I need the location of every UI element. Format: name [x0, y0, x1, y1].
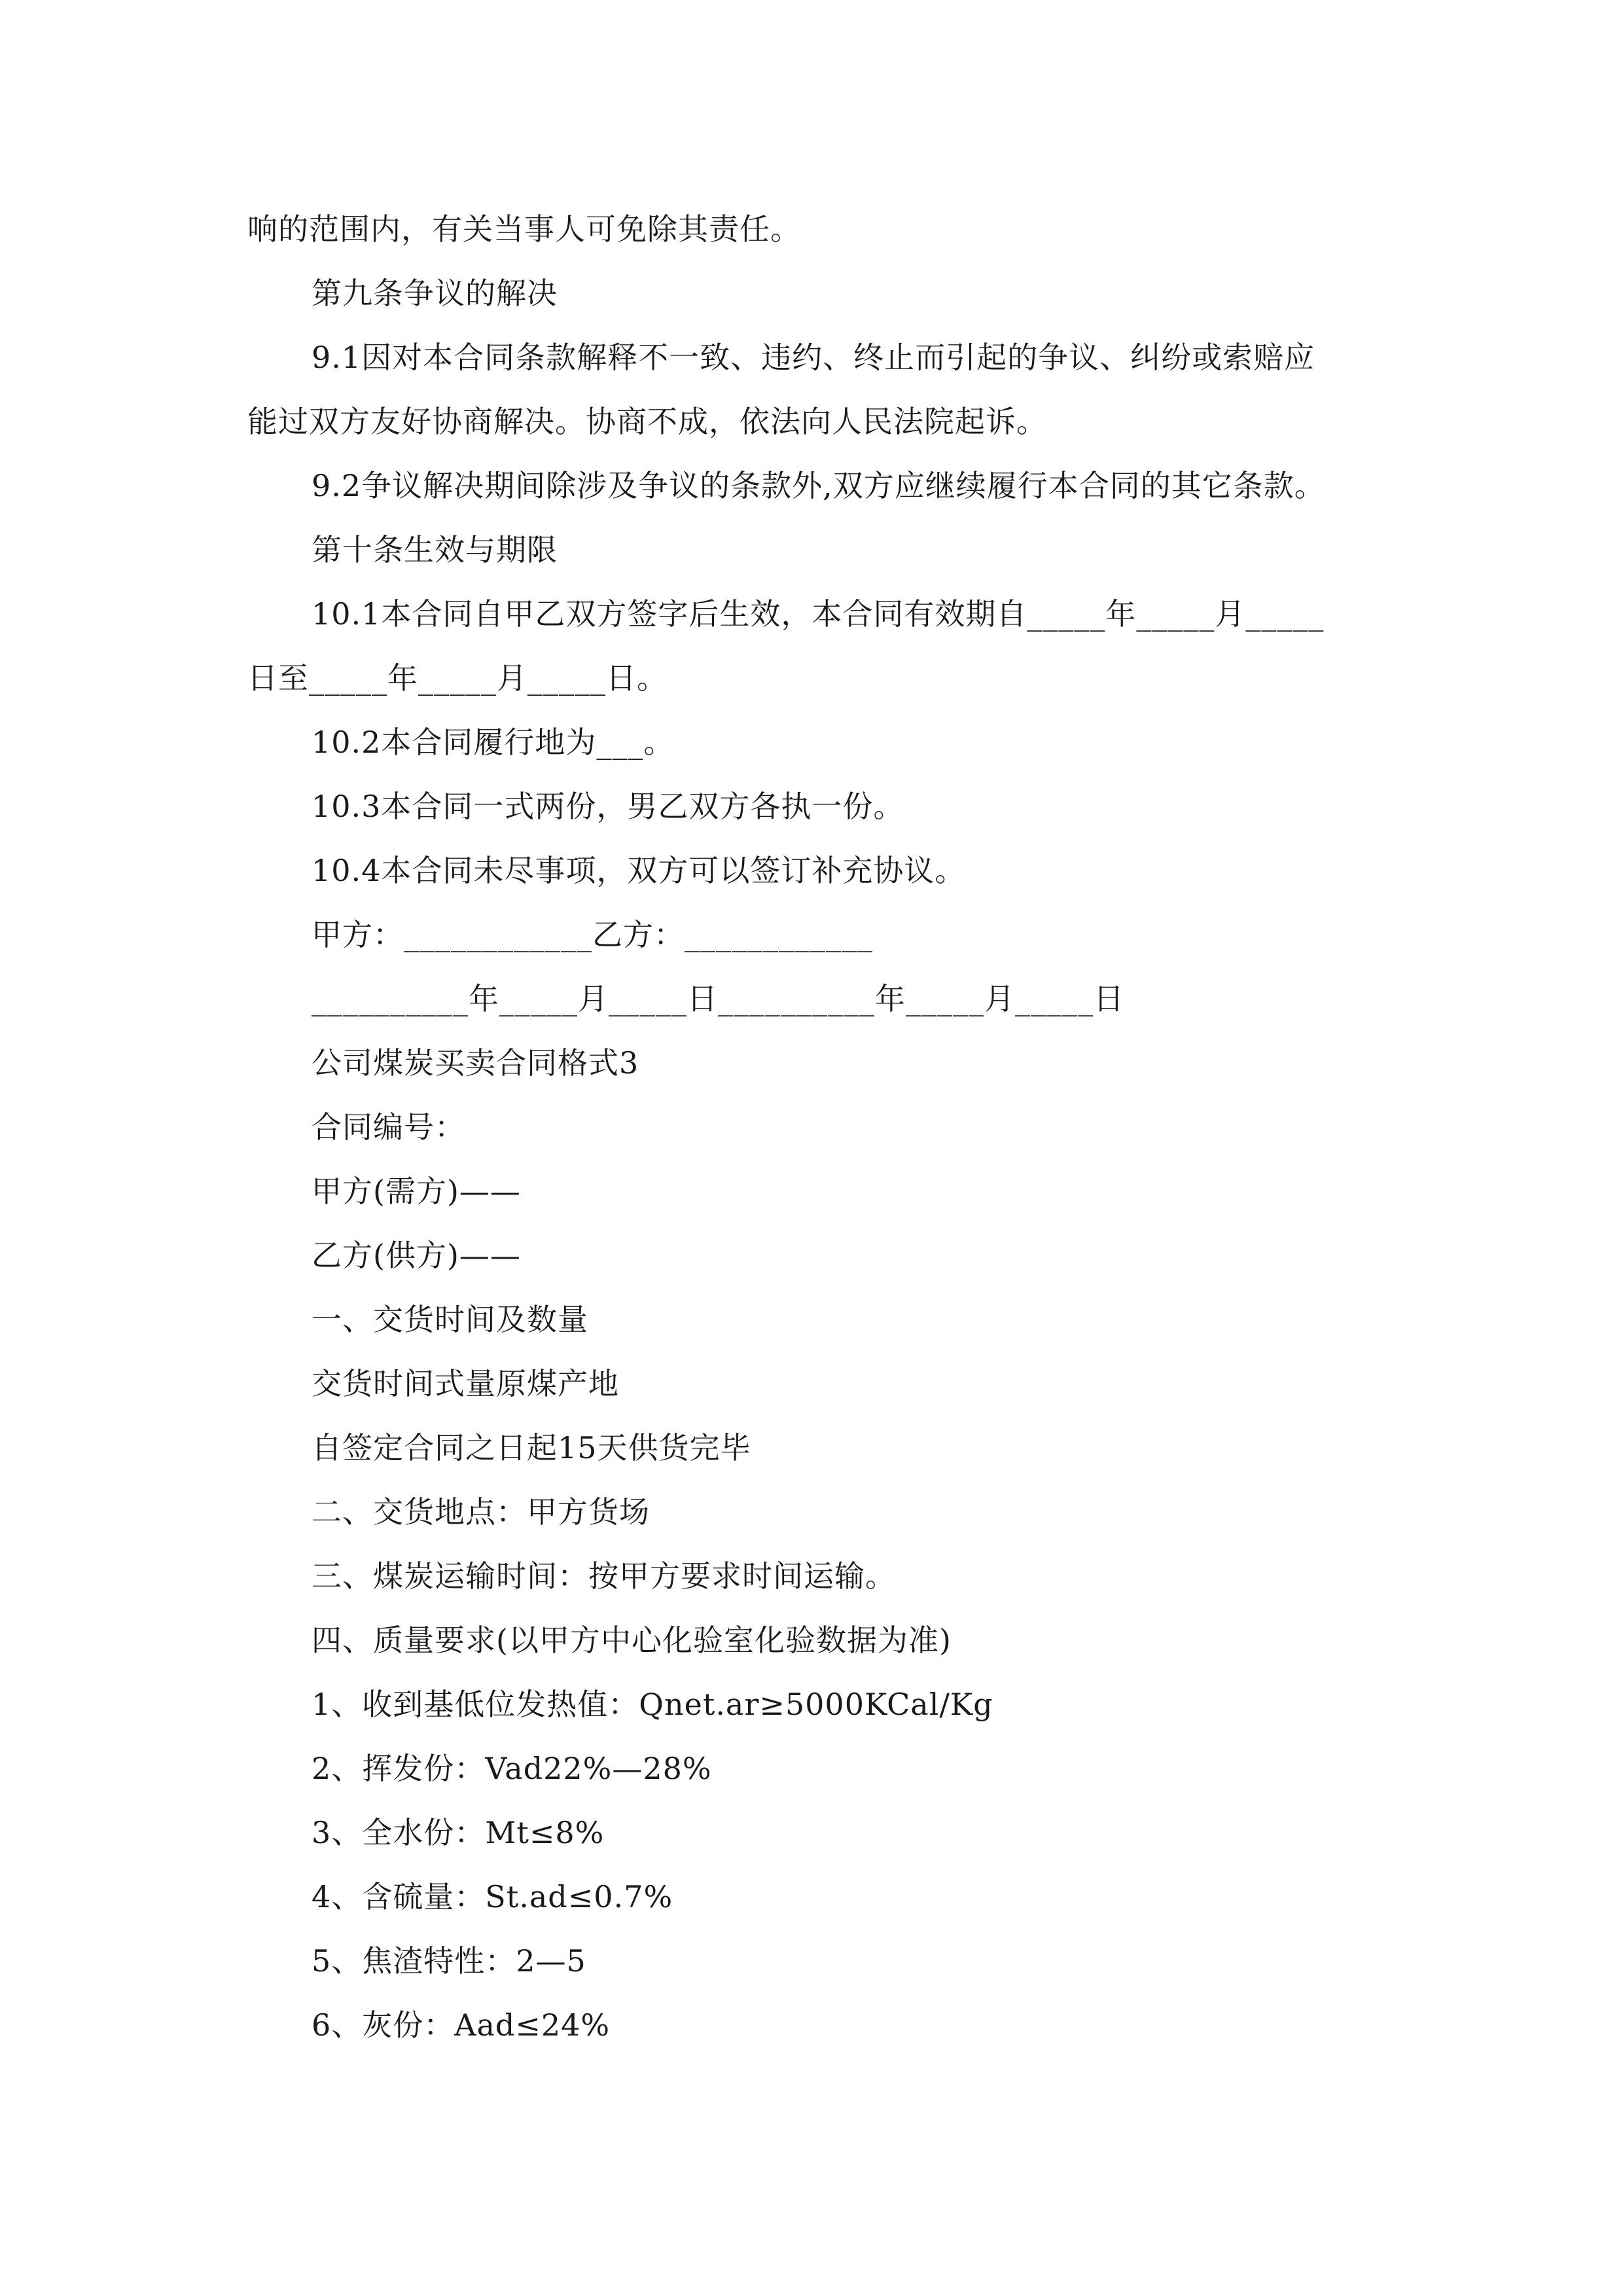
delivery-term: 自签定合同之日起15天供货完毕 [312, 1430, 751, 1465]
article-10-heading: 第十条生效与期限 [312, 532, 558, 567]
quality-item-2: 2、挥发份：Vad22%—28% [312, 1751, 712, 1786]
quality-item-3: 3、全水份：Mt≤8% [312, 1815, 605, 1850]
clause-10-2: 10.2本合同履行地为___。 [312, 725, 675, 760]
article-9-heading: 第九条争议的解决 [312, 276, 558, 311]
quality-item-6: 6、灰份：Aad≤24% [312, 2007, 611, 2043]
quality-item-5: 5、焦渣特性：2—5 [312, 1943, 586, 1979]
section-4-quality-heading: 四、质量要求(以甲方中心化验室化验数据为准) [312, 1623, 952, 1658]
section-1-heading: 一、交货时间及数量 [312, 1302, 588, 1337]
paragraph-continuation: 响的范围内，有关当事人可免除其责任。 [247, 211, 801, 247]
delivery-columns: 交货时间式量原煤产地 [312, 1366, 619, 1401]
clause-9-2: 9.2争议解决期间除涉及争议的条款外,双方应继续履行本合同的其它条款。 [312, 468, 1325, 503]
party-b-supplier: 乙方(供方)—— [312, 1238, 521, 1273]
quality-item-4: 4、含硫量：St.ad≤0.7% [312, 1879, 673, 1914]
contract-number: 合同编号： [312, 1109, 465, 1145]
signature-dates: __________年_____月_____日__________年_____月_____日 [312, 981, 1124, 1016]
section-2-delivery-place: 二、交货地点：甲方货场 [312, 1494, 650, 1530]
section-3-transport-time: 三、煤炭运输时间：按甲方要求时间运输。 [312, 1558, 896, 1594]
contract-3-title: 公司煤炭买卖合同格式3 [312, 1045, 639, 1081]
clause-10-3: 10.3本合同一式两份，男乙双方各执一份。 [312, 789, 904, 824]
clause-10-1-continuation: 日至_____年_____月_____日。 [247, 660, 668, 696]
quality-item-1: 1、收到基低位发热值：Qnet.ar≥5000KCal/Kg [312, 1687, 993, 1722]
clause-10-1: 10.1本合同自甲乙双方签字后生效，本合同有效期自_____年_____月_____ [312, 596, 1325, 632]
party-a-buyer: 甲方(需方)—— [312, 1174, 521, 1209]
clause-9-1-continuation: 能过双方友好协商解决。协商不成，依法向人民法院起诉。 [247, 404, 1047, 439]
clause-9-1: 9.1因对本合同条款解释不一致、违约、终止而引起的争议、纠纷或索赔应 [312, 340, 1315, 375]
clause-10-4: 10.4本合同未尽事项，双方可以签订补充协议。 [312, 853, 966, 888]
signature-parties: 甲方：____________乙方：____________ [312, 917, 873, 952]
